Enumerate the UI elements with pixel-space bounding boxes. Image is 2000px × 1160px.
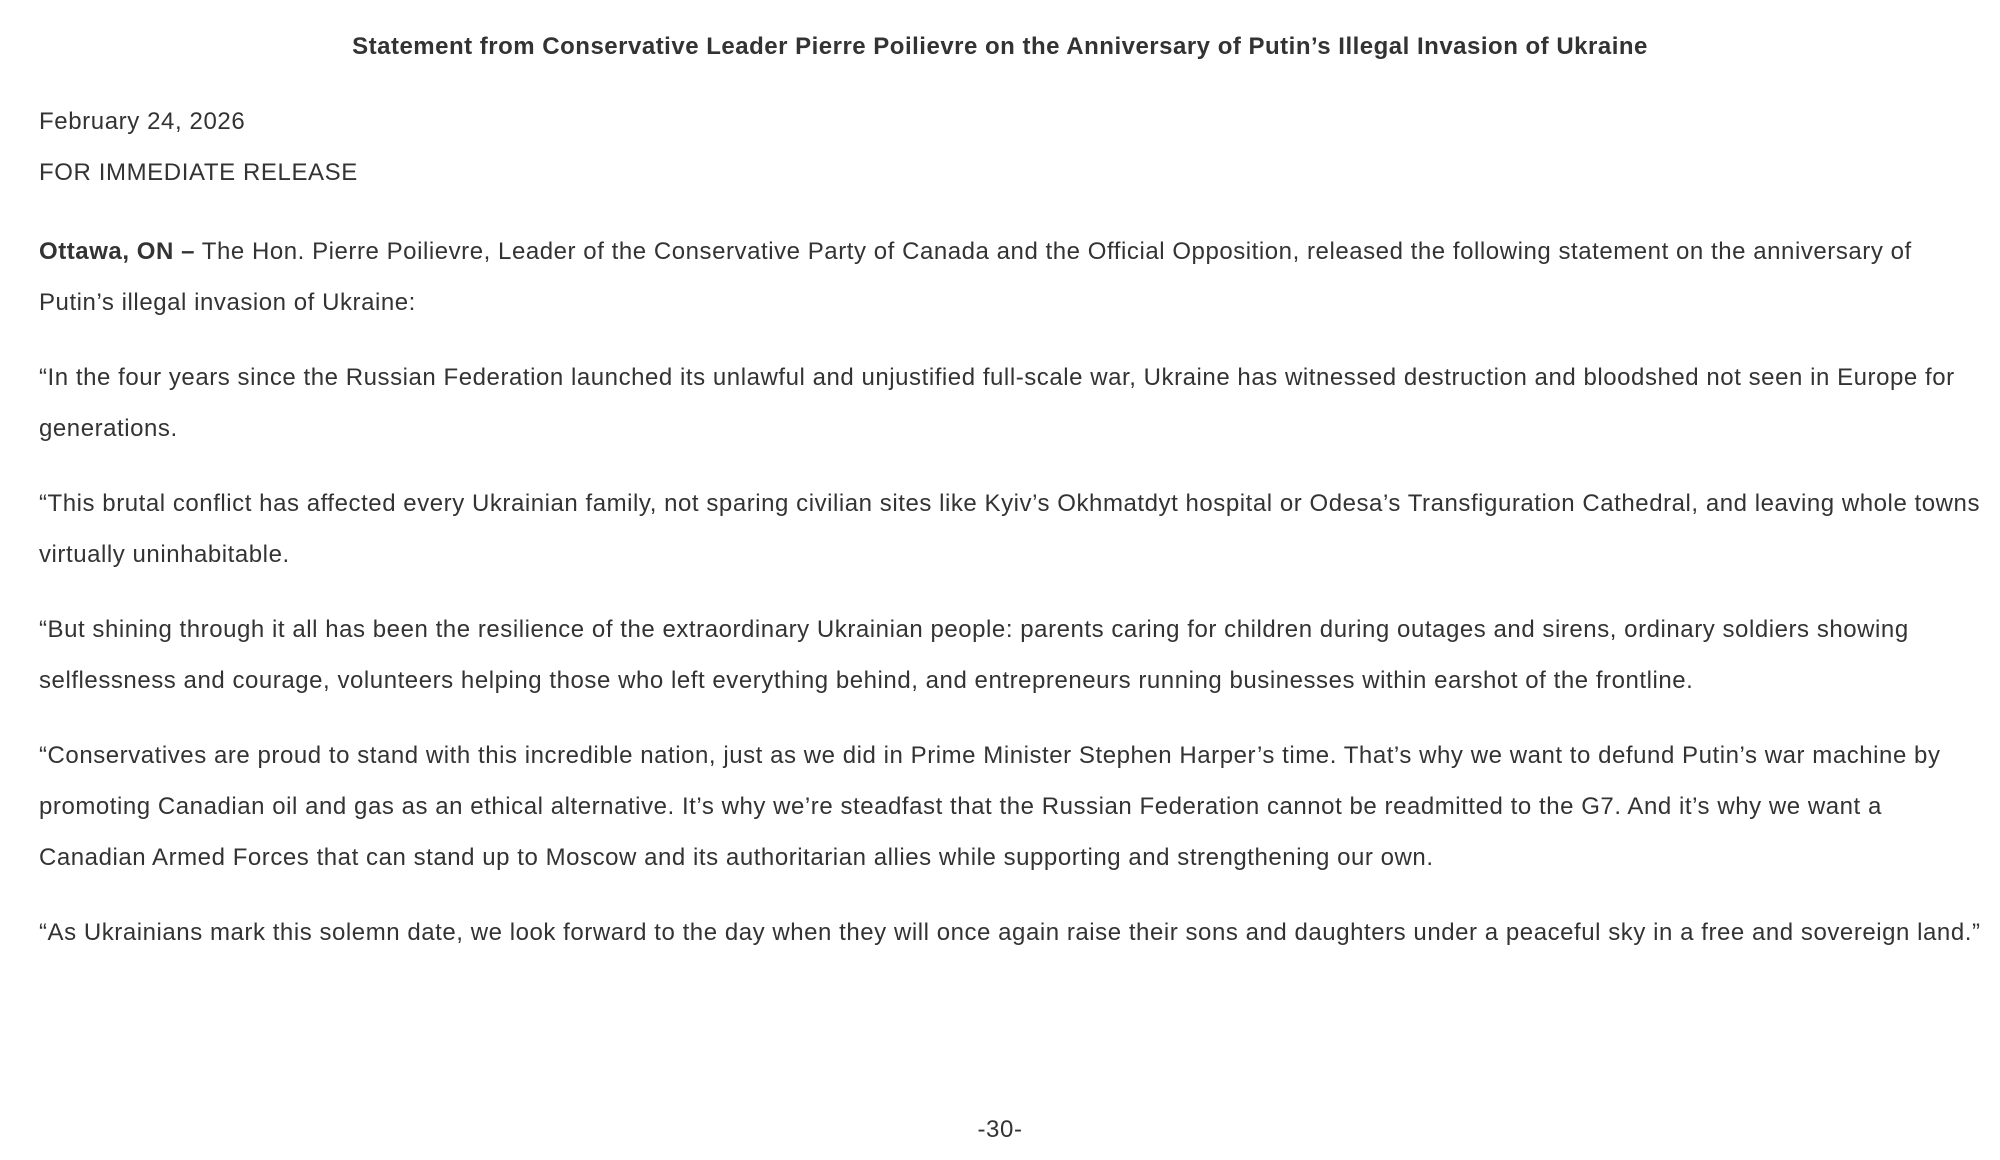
end-mark: -30- xyxy=(977,1116,1023,1143)
quote-paragraph-5: “As Ukrainians mark this solemn date, we look forward to the day when they will once again raise their sons and daughters under a peaceful sky in a free and sovereign land.” xyxy=(39,919,1981,946)
dateline: Ottawa, ON – xyxy=(39,238,195,265)
quote-paragraph-1: “In the four years since the Russian Federation launched its unlawful and unjustified full-scale war, Ukraine has witnessed destruction and bloodshed not seen in Europe for generations. xyxy=(39,364,1955,442)
quote-paragraph-2: “This brutal conflict has affected every Ukrainian family, not sparing civilian sites like Kyiv’s Okhmatdyt hospital or Odesa’s Transfiguration Cathedral, and leaving whole towns virtually uninhabitable. xyxy=(39,490,1980,568)
intro-text: The Hon. Pierre Poilievre, Leader of the Conservative Party of Canada and the Official Opposition, released the following statement on the anniversary of Putin’s illegal invasion of Ukraine: xyxy=(39,238,1912,316)
intro-paragraph xyxy=(39,226,1989,328)
statement-body xyxy=(39,226,1989,982)
release-date: February 24, 2026 xyxy=(39,108,246,135)
document-title: Statement from Conservative Leader Pierre Poilievre on the Anniversary of Putin’s Illegal Invasion of Ukraine xyxy=(352,33,1648,60)
quote-paragraph-3: “But shining through it all has been the resilience of the extraordinary Ukrainian people: parents caring for children during outages and sirens, ordinary soldiers showing selflessness and courage, volunteers helping those who left everything behind, and entrepreneurs running businesses within earshot of the frontline. xyxy=(39,616,1909,694)
release-label: FOR IMMEDIATE RELEASE xyxy=(39,159,358,186)
quote-paragraph-4: “Conservatives are proud to stand with this incredible nation, just as we did in Prime Minister Stephen Harper’s time. That’s why we want to defund Putin’s war machine by promoting Canadian oil and gas as an ethical alternative. It’s why we’re steadfast that the Russian Federation cannot be readmitted to the G7. And it’s why we want a Canadian Armed Forces that can stand up to Moscow and its authoritarian allies while supporting and strengthening our own. xyxy=(39,742,1941,871)
